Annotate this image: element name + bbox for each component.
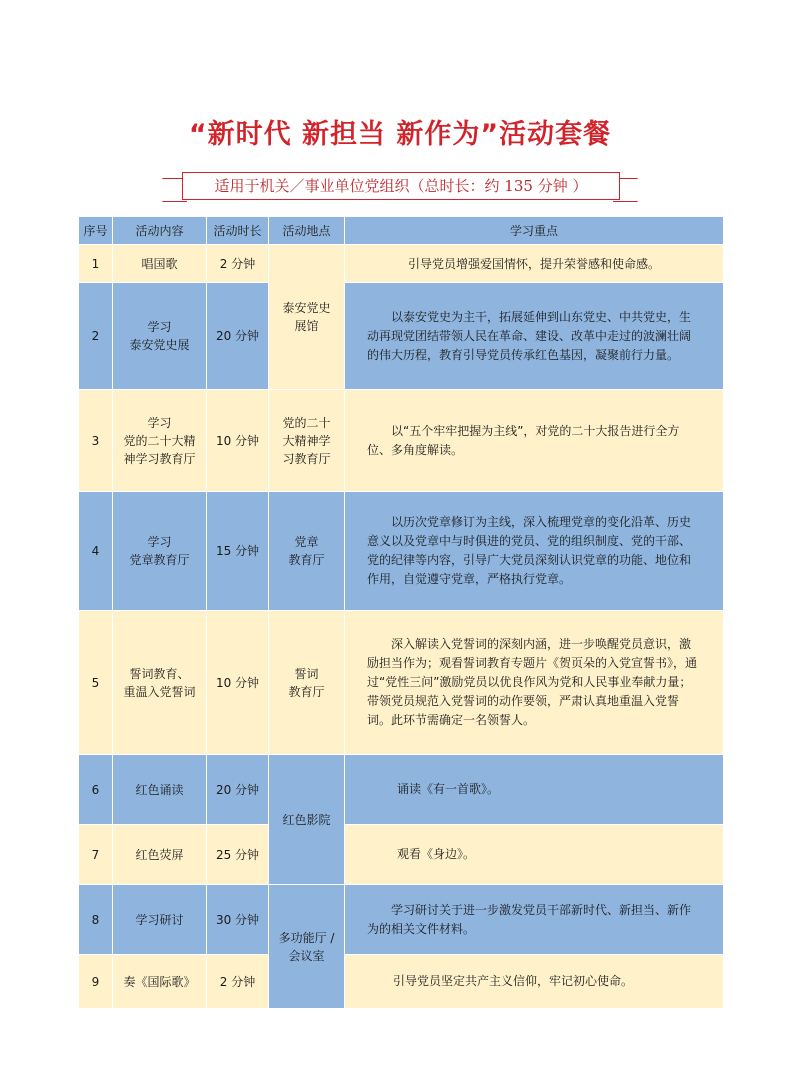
row-duration: 25 分钟 (207, 825, 269, 885)
table-row (79, 492, 724, 611)
row-duration: 10 分钟 (207, 611, 269, 755)
table-header-row (79, 217, 724, 245)
row-content: 唱国歌 (113, 245, 207, 283)
row-focus: 观看《身边》。 (345, 825, 724, 885)
table-row (79, 611, 724, 755)
row-focus: 学习研讨关于进一步激发党员干部新时代、新担当、新作为的相关文件材料。 (345, 885, 724, 955)
row-content: 奏《国际歌》 (113, 955, 207, 1009)
row-focus: 以历次党章修订为主线，深入梳理党章的变化沿革、历史意义以及党章中与时俱进的党员、党的组织制度、党的干部、党的纪律等内容，引导广大党员深刻认识党章的功能、地位和作用，自觉遵守党章，严格执行党章。 (345, 492, 724, 611)
row-duration: 15 分钟 (207, 492, 269, 611)
row-duration: 2 分钟 (207, 955, 269, 1009)
row-no: 5 (79, 611, 113, 755)
row-content: 誓词教育、 重温入党誓词 (113, 611, 207, 755)
row-no: 2 (79, 283, 113, 390)
row-focus: 引导党员坚定共产主义信仰，牢记初心使命。 (345, 955, 724, 1009)
row-content: 学习 泰安党史展 (113, 283, 207, 390)
row-focus: 诵读《有一首歌》。 (345, 755, 724, 825)
row-no: 4 (79, 492, 113, 611)
row-focus: 引导党员增强爱国情怀，提升荣誉感和使命感。 (345, 245, 724, 283)
table-row (79, 390, 724, 492)
row-location: 红色影院 (269, 755, 345, 885)
row-duration: 20 分钟 (207, 283, 269, 390)
table-row (79, 955, 724, 1009)
row-no: 8 (79, 885, 113, 955)
table-row (79, 755, 724, 825)
page-title: “新时代 新担当 新作为”活动套餐 (188, 119, 612, 150)
row-location: 党的二十 大精神学 习教育厅 (269, 390, 345, 492)
subtitle-banner (170, 172, 630, 200)
header-duration: 活动时长 (207, 217, 269, 245)
header-no: 序号 (79, 217, 113, 245)
header-focus: 学习重点 (345, 217, 724, 245)
row-location: 誓词 教育厅 (269, 611, 345, 755)
row-focus: 以泰安党史为主干，拓展延伸到山东党史、中共党史，生动再现党团结带领人民在革命、建设、改革中走过的波澜壮阔的伟大历程，教育引导党员传承红色基因，凝聚前行力量。 (345, 283, 724, 390)
row-duration: 20 分钟 (207, 755, 269, 825)
row-duration: 2 分钟 (207, 245, 269, 283)
header-content: 活动内容 (113, 217, 207, 245)
table-row (79, 245, 724, 283)
row-duration: 10 分钟 (207, 390, 269, 492)
row-no: 6 (79, 755, 113, 825)
row-content: 红色诵读 (113, 755, 207, 825)
activity-table (78, 216, 724, 1009)
subtitle-text: 适用于机关／事业单位党组织（总时长：约 135 分钟 ） (182, 172, 620, 200)
row-location: 党章 教育厅 (269, 492, 345, 611)
row-focus: 深入解读入党誓词的深刻内涵，进一步唤醒党员意识，激励担当作为；观看誓词教育专题片《贺页朵的入党宣誓书》，通过“党性三问”激励党员以优良作风为党和人民事业奉献力量；带领党员规范入党誓词的动作要领，严肃认真地重温入党誓词。此环节需确定一名领誓人。 (345, 611, 724, 755)
row-content: 学习 党的二十大精神学习教育厅 (113, 390, 207, 492)
table-row (79, 825, 724, 885)
row-no: 9 (79, 955, 113, 1009)
row-focus: 以“五个牢牢把握为主线”，对党的二十大报告进行全方位、多角度解读。 (345, 390, 724, 492)
table-row (79, 283, 724, 390)
row-no: 3 (79, 390, 113, 492)
row-location: 多功能厅 / 会议室 (269, 885, 345, 1009)
row-duration: 30 分钟 (207, 885, 269, 955)
row-content: 红色荧屏 (113, 825, 207, 885)
row-content: 学习 党章教育厅 (113, 492, 207, 611)
table-row (79, 885, 724, 955)
header-location: 活动地点 (269, 217, 345, 245)
row-no: 7 (79, 825, 113, 885)
row-location: 泰安党史 展馆 (269, 245, 345, 390)
row-no: 1 (79, 245, 113, 283)
row-content: 学习研讨 (113, 885, 207, 955)
